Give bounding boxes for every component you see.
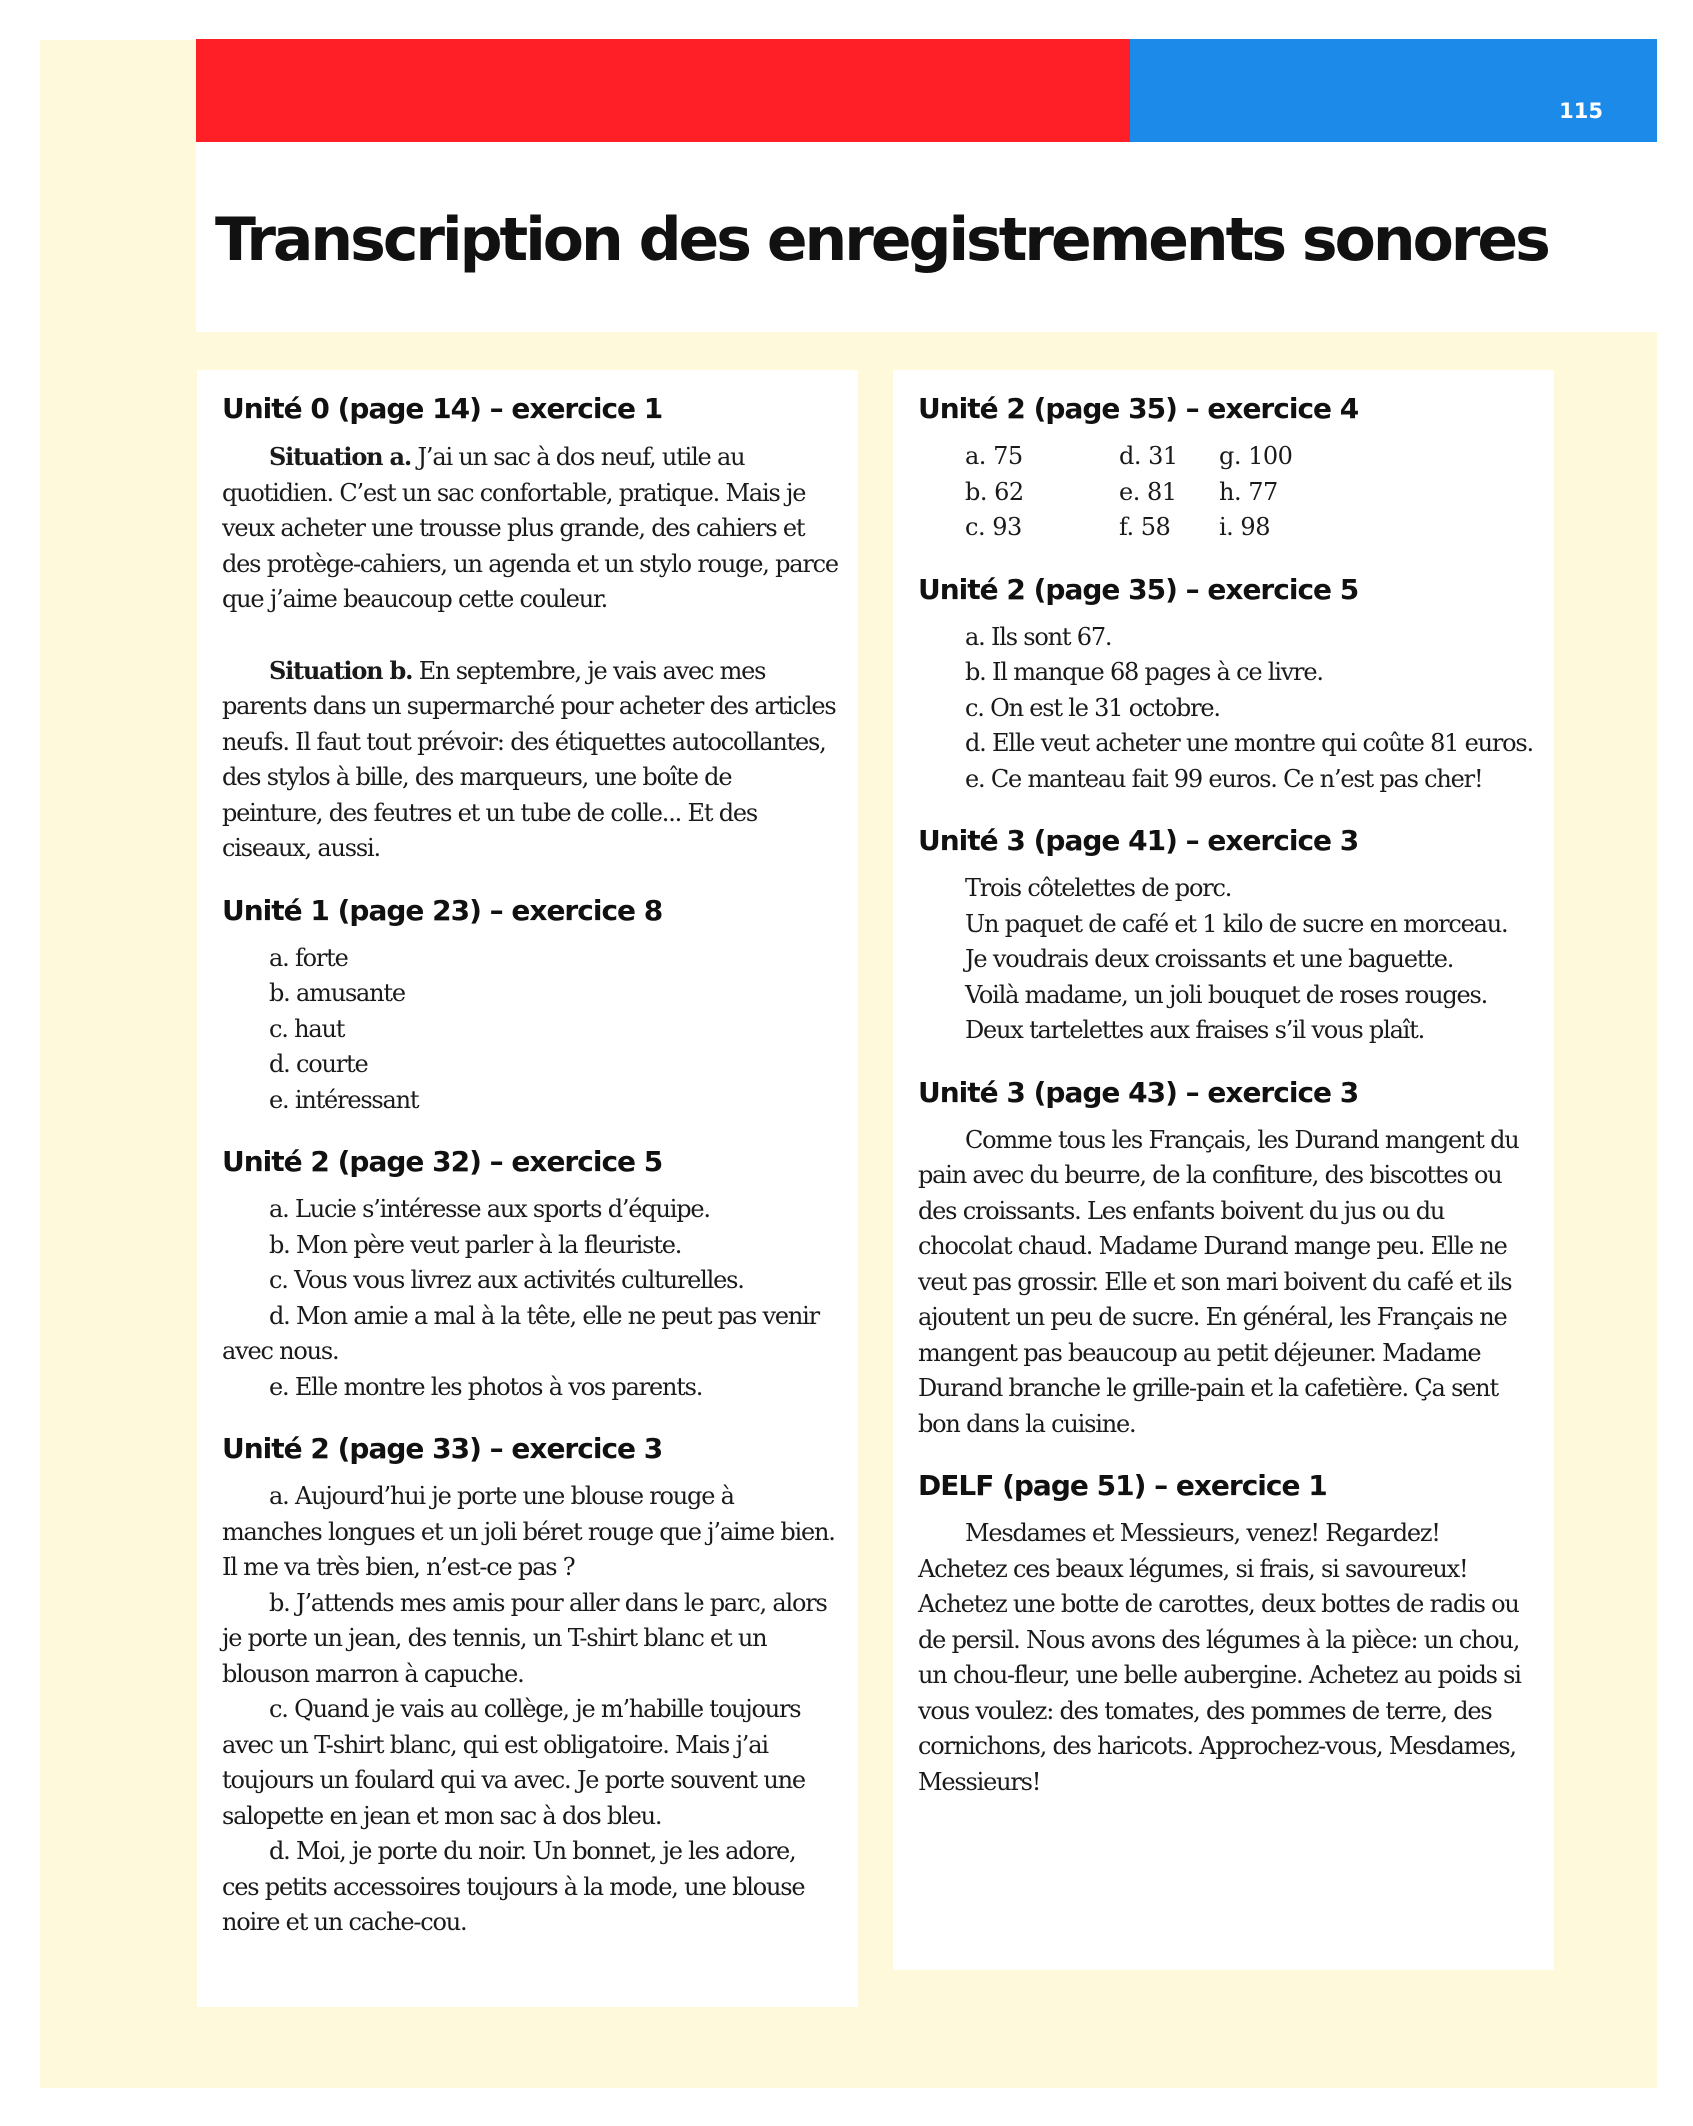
paragraph: c. Vous vous livrez aux activités culturelles. <box>269 1266 744 1294</box>
section-unite3-p41-ex3 <box>918 822 1534 1049</box>
list-item: c. On est le 31 octobre. <box>965 693 1220 722</box>
dialogue-line: Un paquet de café et 1 kilo de sucre en morceau. <box>965 909 1508 938</box>
situation-a-text: J’ai un sac à dos neuf, utile au quotidien. C’est un sac confortable, pratique. Mais je veux acheter une trousse plus grande, des cahiers et des protège-cahiers, un agenda et un stylo rouge, parce que j’aime beaucoup cette couleur. <box>222 443 838 613</box>
paragraph: b. Mon père veut parler à la fleuriste. <box>269 1230 682 1259</box>
section-heading: Unité 2 (page 35) – exercice 5 <box>918 572 1359 606</box>
grid-item: a. 75 <box>965 442 1023 470</box>
situation-b-label: Situation b. <box>269 655 413 685</box>
dialogue-line: Voilà madame, un joli bouquet de roses rouges. <box>965 980 1488 1009</box>
section-heading: Unité 1 (page 23) – exercice 8 <box>222 893 663 927</box>
paragraph: c. Quand je vais au collège, je m’habille toujours avec un T-shirt blanc, qui est obligatoire. Mais j’ai toujours un foulard qui va avec. Je porte souvent une salopette en jean et mon sac à dos bleu. <box>222 1695 805 1830</box>
dialogue-line: Deux tartelettes aux fraises s’il vous plaît. <box>965 1016 1425 1044</box>
header-blue-band <box>1130 39 1657 142</box>
list-item: b. Il manque 68 pages à ce livre. <box>965 658 1323 686</box>
dialogue-line: Trois côtelettes de porc. <box>965 874 1232 902</box>
grid-item: d. 31 <box>1119 442 1178 470</box>
list-item: b. amusante <box>269 979 405 1007</box>
left-column <box>197 370 858 2007</box>
list-item: a. forte <box>269 943 348 972</box>
section-unite2-p33-ex3 <box>222 1430 838 1941</box>
list-item: c. haut <box>269 1014 345 1043</box>
grid-item: g. 100 <box>1219 442 1293 470</box>
answer-list <box>222 941 838 1119</box>
list-item: d. courte <box>269 1050 368 1078</box>
situation-b <box>222 653 838 867</box>
section-unite3-p43-ex3 <box>918 1074 1534 1443</box>
paragraph: e. Elle montre les photos à vos parents. <box>269 1372 703 1401</box>
grid-item: f. 58 <box>1119 513 1171 541</box>
section-heading: Unité 0 (page 14) – exercice 1 <box>222 392 663 425</box>
paragraph: Mesdames et Messieurs, venez! Regardez! Achetez ces beaux légumes, si frais, si savoureux! Achetez une botte de carottes, deux bottes de radis ou de persil. Nous avons des légumes à la pièce: un chou, un chou-fleur, une belle aubergine. Achetez au poids si vous voulez: des tomates, des pommes de terre, des cornichons, des haricots. Approchez-vous, Mesdames, Messieurs! <box>918 1519 1521 1796</box>
grid-item: i. 98 <box>1219 513 1270 541</box>
header-red-band <box>196 39 1130 142</box>
right-column <box>893 370 1554 1970</box>
section-heading: Unité 2 (page 35) – exercice 4 <box>918 392 1359 425</box>
list-item: a. Ils sont 67. <box>965 622 1112 651</box>
list-item: e. Ce manteau fait 99 euros. Ce n’est pas cher! <box>965 764 1483 793</box>
grid-item: h. 77 <box>1219 477 1278 506</box>
section-unite2-p35-ex5 <box>918 571 1534 798</box>
answer-list <box>918 620 1534 798</box>
paragraph: a. Lucie s’intéresse aux sports d’équipe. <box>269 1195 710 1223</box>
grid-item: c. 93 <box>965 513 1022 541</box>
list-item: e. intéressant <box>269 1085 419 1114</box>
dialogue-lines <box>918 871 1534 1049</box>
dialogue-line: Je voudrais deux croissants et une baguette. <box>965 945 1454 973</box>
paragraph: d. Mon amie a mal à la tête, elle ne peut pas venir avec nous. <box>222 1301 819 1365</box>
section-heading: Unité 3 (page 41) – exercice 3 <box>918 824 1359 857</box>
list-item: d. Elle veut acheter une montre qui coûte 81 euros. <box>965 729 1533 757</box>
paragraph: a. Aujourd’hui je porte une blouse rouge à manches longues et un joli béret rouge que j’aime bien. Il me va très bien, n’est-ce pas ? <box>222 1482 835 1581</box>
section-unite2-p32-ex5 <box>222 1143 838 1405</box>
grid-item: e. 81 <box>1119 477 1177 506</box>
section-heading: Unité 2 (page 33) – exercice 3 <box>222 1432 663 1465</box>
section-heading: DELF (page 51) – exercice 1 <box>918 1469 1327 1502</box>
situation-a-label: Situation a. <box>269 442 412 471</box>
paragraph: Comme tous les Français, les Durand mangent du pain avec du beurre, de la confiture, des biscottes ou des croissants. Les enfants boivent du jus ou du chocolat chaud. Madame Durand mange peu. Elle ne veut pas grossir. Elle et son mari boivent du café et ils ajoutent un peu de sucre. En général, les Français ne mangent pas beaucoup au petit déjeuner. Madame Durand branche le grille-pain et la cafetière. Ça sent bon dans la cuisine. <box>918 1125 1519 1438</box>
section-heading: Unité 2 (page 32) – exercice 5 <box>222 1145 663 1178</box>
paragraph: d. Moi, je porte du noir. Un bonnet, je les adore, ces petits accessoires toujours à la mode, une blouse noire et un cache-cou. <box>222 1837 805 1936</box>
paragraph: b. J’attends mes amis pour aller dans le parc, alors je porte un jean, des tennis, un T-shirt blanc et un blouson marron à capuche. <box>222 1588 827 1688</box>
section-heading: Unité 3 (page 43) – exercice 3 <box>918 1075 1359 1109</box>
section-delf-p51-ex1 <box>918 1467 1534 1800</box>
section-unite2-p35-ex4 <box>918 390 1534 546</box>
page-title: Transcription des enregistrements sonores <box>215 205 1548 275</box>
situation-b-text: En septembre, je vais avec mes parents dans un supermarché pour acheter des articles neufs. Il faut tout prévoir: des étiquettes autocollantes, des stylos à bille, des marqueurs, une boîte de peinture, des feutres et un tube de colle... Et des ciseaux, aussi. <box>222 656 836 862</box>
section-unite0-ex1 <box>222 390 838 867</box>
situation-a <box>222 439 838 618</box>
section-unite1-ex8 <box>222 892 838 1119</box>
page-number: 115 <box>1559 99 1603 123</box>
number-grid <box>918 439 1534 546</box>
grid-item: b. 62 <box>965 477 1024 506</box>
